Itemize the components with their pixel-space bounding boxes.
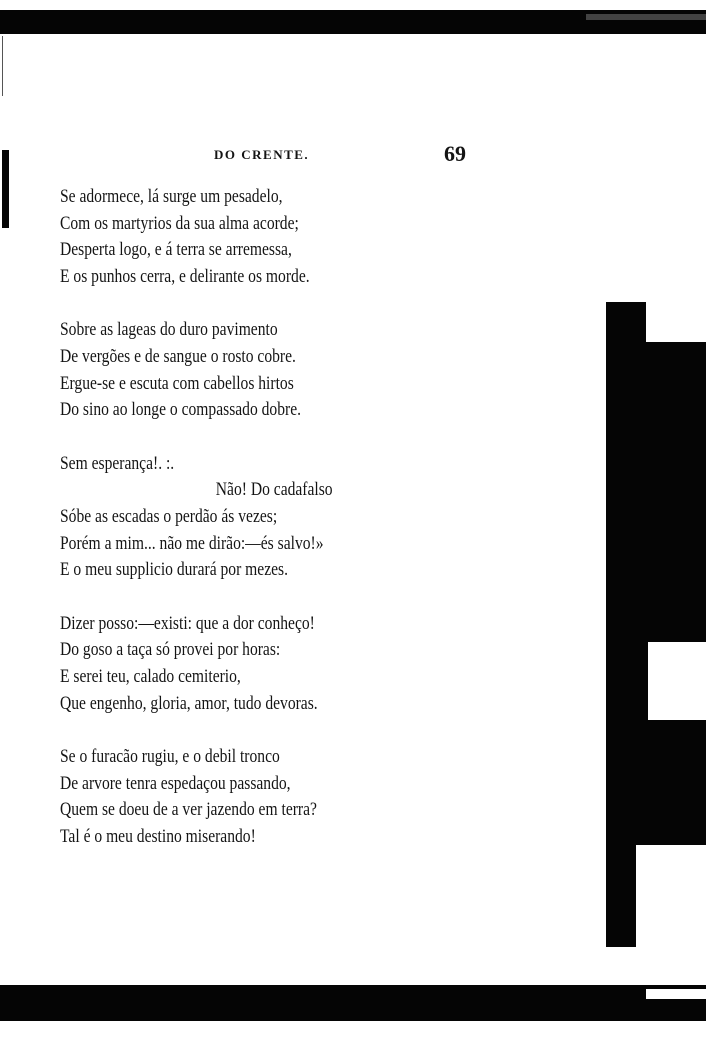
- scan-border-right-gap: [646, 302, 706, 342]
- poem-line: Sóbe as escadas o perdão ás vezes;: [60, 505, 278, 527]
- poem-line: Tal é o meu destino miserando!: [60, 825, 256, 847]
- poem-line: Quem se doeu de a ver jazendo em terra?: [60, 799, 317, 821]
- poem-line: Desperta logo, e á terra se arremessa,: [60, 239, 292, 261]
- scan-border-bottom: [0, 985, 706, 1021]
- poem-line: Do sino ao longe o compassado dobre.: [60, 399, 302, 421]
- scan-border-right-gap: [636, 845, 706, 947]
- poem-line: E serei teu, calado cemiterio,: [60, 665, 241, 687]
- scan-border-right-gap: [648, 642, 706, 720]
- page-number: 69: [444, 141, 466, 166]
- poem-line: De arvore tenra espedaçou passando,: [60, 772, 291, 794]
- poem-body: [60, 184, 503, 877]
- poem-line: Dizer posso:—existi: que a dor conheço!: [60, 612, 315, 634]
- poem-line: Se adormece, lá surge um pesadelo,: [60, 186, 283, 207]
- poem-line: De vergões e de sangue o rosto cobre.: [60, 345, 296, 367]
- stanza-1: [60, 184, 503, 290]
- stanza-5: [60, 744, 503, 850]
- poem-line: Do goso a taça só provei por horas:: [60, 639, 281, 661]
- poem-line: Com os martyrios da sua alma acorde;: [60, 212, 299, 234]
- poem-line: Sem esperança!. :.: [60, 452, 175, 474]
- stanza-2: [60, 317, 503, 423]
- poem-line: E o meu supplicio durará por mezes.: [60, 559, 289, 581]
- poem-line: Sobre as lageas do duro pavimento: [60, 319, 278, 341]
- poem-line: Ergue-se e escuta com cabellos hirtos: [60, 372, 294, 394]
- poem-line: Se o furacão rugiu, e o debil tronco: [60, 746, 280, 768]
- scan-edge-line-left: [2, 36, 3, 96]
- poem-line: E os punhos cerra, e delirante os morde.: [60, 265, 310, 287]
- poem-line-indented: Não! Do cadafalso: [215, 479, 333, 501]
- scan-border-top: [0, 10, 706, 34]
- stanza-4: [60, 611, 503, 717]
- poem-line: Que engenho, gloria, amor, tudo devoras.: [60, 692, 318, 714]
- stanza-3: [60, 451, 503, 584]
- poem-line: Porém a mim... não me dirão:—és salvo!»: [60, 532, 324, 554]
- running-head: DO CRENTE.: [214, 147, 310, 162]
- scan-mark-left: [2, 150, 9, 228]
